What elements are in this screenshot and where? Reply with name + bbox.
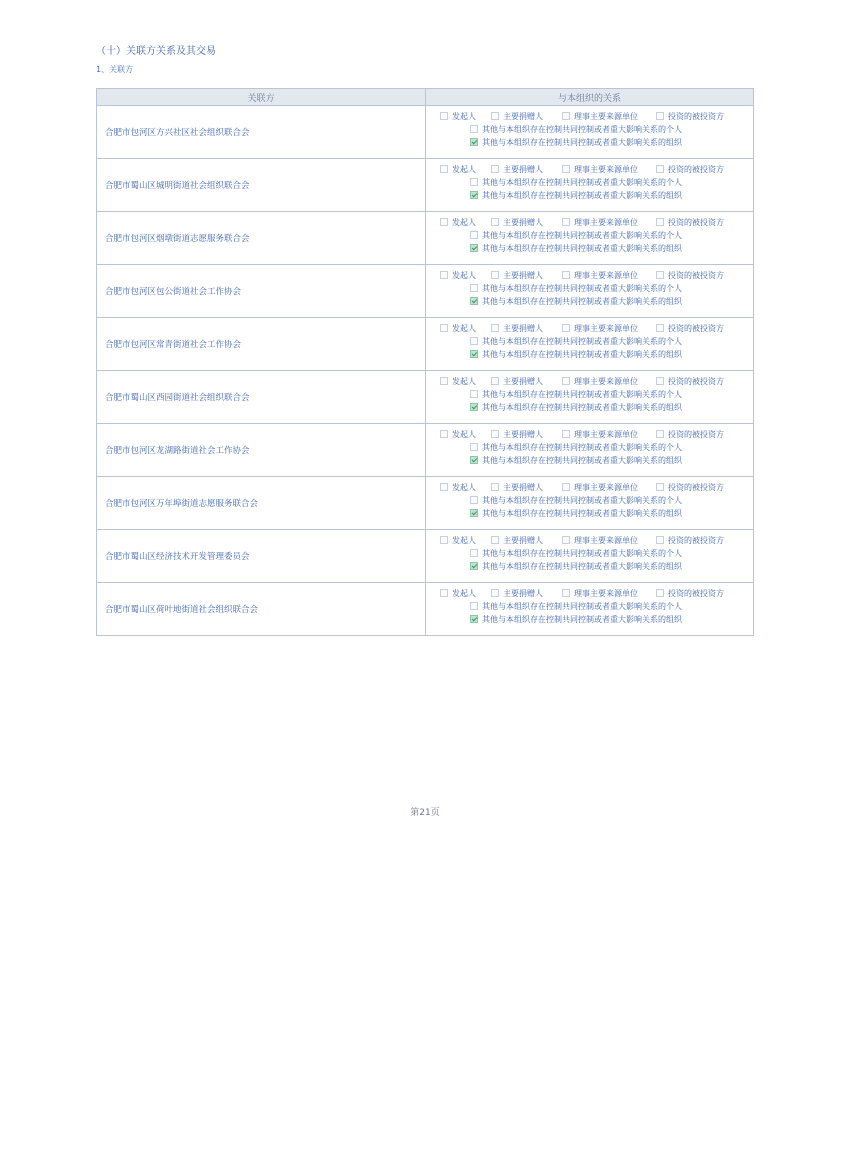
option-founder (440, 324, 476, 334)
checkbox-founder[interactable] (440, 271, 448, 279)
option-founder (440, 430, 476, 440)
checkbox-donor[interactable] (491, 589, 499, 597)
related-party-name: 合肥市包河区方兴社区社会组织联合会 (97, 106, 426, 159)
related-party-name: 合肥市蜀山区荷叶地街道社会组织联合会 (97, 583, 426, 636)
option-director-source (562, 165, 638, 175)
checkbox-label: 主要捐赠人 (503, 589, 543, 598)
table-body (97, 106, 754, 636)
relationship-options (426, 371, 754, 424)
checkbox-other-person[interactable] (470, 549, 478, 557)
checkbox-label: 其他与本组织存在控制共同控制或者重大影响关系的组织 (482, 191, 682, 200)
checkbox-label: 理事主要来源单位 (574, 112, 638, 121)
checkbox-donor[interactable] (491, 271, 499, 279)
option-other-person (470, 284, 682, 294)
checkbox-founder[interactable] (440, 377, 448, 385)
option-director-source (562, 589, 638, 599)
checkbox-label: 发起人 (452, 218, 476, 227)
option-investee (656, 536, 724, 546)
relationship-options (426, 212, 754, 265)
option-donor (491, 430, 543, 440)
checkbox-label: 发起人 (452, 536, 476, 545)
checkbox-founder[interactable] (440, 112, 448, 120)
checkbox-director-source[interactable] (562, 271, 570, 279)
checkbox-label: 主要捐赠人 (503, 483, 543, 492)
option-other-person (470, 178, 682, 188)
related-party-table (96, 88, 754, 636)
checkbox-director-source[interactable] (562, 589, 570, 597)
checkbox-label: 其他与本组织存在控制共同控制或者重大影响关系的组织 (482, 403, 682, 412)
option-founder (440, 218, 476, 228)
checkbox-donor[interactable] (491, 483, 499, 491)
related-party-name: 合肥市蜀山区西园街道社会组织联合会 (97, 371, 426, 424)
option-other-org (470, 456, 682, 466)
option-donor (491, 324, 543, 334)
checkbox-investee[interactable] (656, 483, 664, 491)
checkbox-label: 投资的被投资方 (668, 112, 724, 121)
checkbox-director-source[interactable] (562, 430, 570, 438)
related-party-name: 合肥市包河区包公街道社会工作协会 (97, 265, 426, 318)
checkbox-label: 发起人 (452, 377, 476, 386)
checkbox-label: 主要捐赠人 (503, 112, 543, 121)
checkbox-other-person[interactable] (470, 231, 478, 239)
option-director-source (562, 430, 638, 440)
checkbox-investee[interactable] (656, 430, 664, 438)
checkbox-label: 其他与本组织存在控制共同控制或者重大影响关系的组织 (482, 615, 682, 624)
checkbox-label: 其他与本组织存在控制共同控制或者重大影响关系的个人 (482, 496, 682, 505)
option-donor (491, 218, 543, 228)
option-director-source (562, 112, 638, 122)
checkbox-founder[interactable] (440, 430, 448, 438)
option-investee (656, 218, 724, 228)
checkbox-donor[interactable] (491, 377, 499, 385)
option-founder (440, 377, 476, 387)
checkbox-label: 投资的被投资方 (668, 218, 724, 227)
checkbox-donor[interactable] (491, 430, 499, 438)
checkbox-label: 发起人 (452, 589, 476, 598)
checkbox-other-org[interactable] (470, 244, 478, 252)
checkbox-other-person[interactable] (470, 602, 478, 610)
checkbox-label: 理事主要来源单位 (574, 271, 638, 280)
checkbox-founder[interactable] (440, 483, 448, 491)
checkbox-donor[interactable] (491, 324, 499, 332)
checkbox-label: 其他与本组织存在控制共同控制或者重大影响关系的个人 (482, 443, 682, 452)
checkbox-label: 理事主要来源单位 (574, 165, 638, 174)
checkbox-director-source[interactable] (562, 536, 570, 544)
option-director-source (562, 271, 638, 281)
checkbox-founder[interactable] (440, 536, 448, 544)
option-director-source (562, 483, 638, 493)
checkbox-label: 投资的被投资方 (668, 483, 724, 492)
table-row (97, 106, 754, 159)
option-other-person (470, 231, 682, 241)
checkbox-founder[interactable] (440, 165, 448, 173)
checkbox-donor[interactable] (491, 536, 499, 544)
option-investee (656, 271, 724, 281)
checkbox-label: 投资的被投资方 (668, 589, 724, 598)
option-founder (440, 112, 476, 122)
option-other-person (470, 443, 682, 453)
checkbox-investee[interactable] (656, 218, 664, 226)
checkbox-label: 其他与本组织存在控制共同控制或者重大影响关系的组织 (482, 244, 682, 253)
relationship-options (426, 159, 754, 212)
checkbox-label: 其他与本组织存在控制共同控制或者重大影响关系的个人 (482, 390, 682, 399)
relationship-options (426, 530, 754, 583)
relationship-options (426, 583, 754, 636)
option-other-org (470, 350, 682, 360)
related-party-name: 合肥市包河区龙湖路街道社会工作协会 (97, 424, 426, 477)
checkbox-founder[interactable] (440, 589, 448, 597)
checkbox-other-person[interactable] (470, 496, 478, 504)
table-row (97, 530, 754, 583)
checkbox-label: 发起人 (452, 430, 476, 439)
option-investee (656, 483, 724, 493)
checkbox-founder[interactable] (440, 324, 448, 332)
option-investee (656, 112, 724, 122)
option-director-source (562, 536, 638, 546)
checkbox-other-person[interactable] (470, 337, 478, 345)
checkbox-investee[interactable] (656, 536, 664, 544)
checkbox-label: 主要捐赠人 (503, 218, 543, 227)
option-other-org (470, 615, 682, 625)
option-other-person (470, 337, 682, 347)
checkbox-other-person[interactable] (470, 284, 478, 292)
option-founder (440, 271, 476, 281)
option-director-source (562, 377, 638, 387)
checkbox-label: 投资的被投资方 (668, 165, 724, 174)
checkbox-investee[interactable] (656, 112, 664, 120)
checkbox-other-org[interactable] (470, 138, 478, 146)
checkbox-other-org[interactable] (470, 297, 478, 305)
option-other-org (470, 297, 682, 307)
related-party-name: 合肥市包河区烟墩街道志愿服务联合会 (97, 212, 426, 265)
checkbox-investee[interactable] (656, 271, 664, 279)
option-donor (491, 589, 543, 599)
checkbox-label: 理事主要来源单位 (574, 483, 638, 492)
option-investee (656, 165, 724, 175)
checkbox-label: 主要捐赠人 (503, 271, 543, 280)
checkbox-label: 主要捐赠人 (503, 165, 543, 174)
page-number: 第21页 (410, 808, 440, 818)
relationship-options (426, 477, 754, 530)
option-other-org (470, 191, 682, 201)
option-other-org (470, 403, 682, 413)
checkbox-donor[interactable] (491, 165, 499, 173)
section-subtitle: 1、关联方 (96, 65, 134, 74)
checkbox-investee[interactable] (656, 377, 664, 385)
header-related-party: 关联方 (97, 89, 426, 106)
checkbox-other-org[interactable] (470, 615, 478, 623)
option-other-org (470, 138, 682, 148)
related-party-name: 合肥市蜀山区经济技术开发管理委员会 (97, 530, 426, 583)
checkbox-donor[interactable] (491, 218, 499, 226)
checkbox-label: 理事主要来源单位 (574, 377, 638, 386)
option-donor (491, 165, 543, 175)
checkbox-label: 理事主要来源单位 (574, 218, 638, 227)
option-founder (440, 165, 476, 175)
checkbox-label: 其他与本组织存在控制共同控制或者重大影响关系的个人 (482, 549, 682, 558)
option-donor (491, 536, 543, 546)
table-row (97, 212, 754, 265)
checkbox-investee[interactable] (656, 165, 664, 173)
option-donor (491, 271, 543, 281)
checkbox-other-org[interactable] (470, 562, 478, 570)
option-other-person (470, 125, 682, 135)
table-row (97, 424, 754, 477)
section-title: （十）关联方关系及其交易 (96, 46, 216, 57)
checkbox-other-org[interactable] (470, 509, 478, 517)
option-donor (491, 112, 543, 122)
option-investee (656, 430, 724, 440)
checkbox-label: 理事主要来源单位 (574, 324, 638, 333)
checkbox-label: 投资的被投资方 (668, 536, 724, 545)
checkbox-director-source[interactable] (562, 483, 570, 491)
checkbox-other-org[interactable] (470, 456, 478, 464)
option-other-org (470, 509, 682, 519)
checkbox-label: 主要捐赠人 (503, 430, 543, 439)
checkbox-other-person[interactable] (470, 125, 478, 133)
option-donor (491, 377, 543, 387)
checkbox-label: 主要捐赠人 (503, 536, 543, 545)
checkbox-label: 其他与本组织存在控制共同控制或者重大影响关系的个人 (482, 178, 682, 187)
checkbox-label: 投资的被投资方 (668, 430, 724, 439)
option-other-person (470, 549, 682, 559)
option-founder (440, 536, 476, 546)
checkbox-director-source[interactable] (562, 324, 570, 332)
checkbox-donor[interactable] (491, 112, 499, 120)
table-row (97, 265, 754, 318)
checkbox-label: 其他与本组织存在控制共同控制或者重大影响关系的组织 (482, 350, 682, 359)
checkbox-director-source[interactable] (562, 218, 570, 226)
table-header-row (97, 89, 754, 106)
checkbox-label: 其他与本组织存在控制共同控制或者重大影响关系的组织 (482, 138, 682, 147)
checkbox-other-person[interactable] (470, 178, 478, 186)
checkbox-other-org[interactable] (470, 350, 478, 358)
option-investee (656, 589, 724, 599)
option-other-person (470, 390, 682, 400)
header-relationship: 与本组织的关系 (426, 89, 754, 106)
option-other-person (470, 496, 682, 506)
checkbox-label: 理事主要来源单位 (574, 589, 638, 598)
checkbox-label: 投资的被投资方 (668, 377, 724, 386)
checkbox-label: 发起人 (452, 165, 476, 174)
option-other-person (470, 602, 682, 612)
table-row (97, 477, 754, 530)
checkbox-label: 其他与本组织存在控制共同控制或者重大影响关系的个人 (482, 602, 682, 611)
checkbox-label: 投资的被投资方 (668, 271, 724, 280)
option-investee (656, 377, 724, 387)
checkbox-director-source[interactable] (562, 112, 570, 120)
option-other-org (470, 562, 682, 572)
checkbox-director-source[interactable] (562, 165, 570, 173)
checkbox-label: 发起人 (452, 324, 476, 333)
table-row (97, 371, 754, 424)
checkbox-label: 发起人 (452, 112, 476, 121)
option-donor (491, 483, 543, 493)
checkbox-label: 其他与本组织存在控制共同控制或者重大影响关系的个人 (482, 125, 682, 134)
checkbox-label: 主要捐赠人 (503, 324, 543, 333)
checkbox-other-person[interactable] (470, 390, 478, 398)
checkbox-label: 其他与本组织存在控制共同控制或者重大影响关系的个人 (482, 231, 682, 240)
relationship-options (426, 265, 754, 318)
checkbox-label: 其他与本组织存在控制共同控制或者重大影响关系的个人 (482, 337, 682, 346)
relationship-options (426, 318, 754, 371)
checkbox-label: 主要捐赠人 (503, 377, 543, 386)
option-director-source (562, 324, 638, 334)
checkbox-investee[interactable] (656, 589, 664, 597)
checkbox-label: 其他与本组织存在控制共同控制或者重大影响关系的个人 (482, 284, 682, 293)
checkbox-label: 其他与本组织存在控制共同控制或者重大影响关系的组织 (482, 562, 682, 571)
table-row (97, 583, 754, 636)
option-director-source (562, 218, 638, 228)
checkbox-label: 理事主要来源单位 (574, 430, 638, 439)
table-row (97, 318, 754, 371)
table-row (97, 159, 754, 212)
option-founder (440, 483, 476, 493)
option-other-org (470, 244, 682, 254)
relationship-options (426, 424, 754, 477)
related-party-name: 合肥市包河区常青街道社会工作协会 (97, 318, 426, 371)
checkbox-label: 理事主要来源单位 (574, 536, 638, 545)
related-party-name: 合肥市蜀山区城明街道社会组织联合会 (97, 159, 426, 212)
related-party-name: 合肥市包河区万年埠街道志愿服务联合会 (97, 477, 426, 530)
relationship-options (426, 106, 754, 159)
checkbox-label: 发起人 (452, 271, 476, 280)
checkbox-label: 其他与本组织存在控制共同控制或者重大影响关系的组织 (482, 456, 682, 465)
checkbox-label: 其他与本组织存在控制共同控制或者重大影响关系的组织 (482, 297, 682, 306)
checkbox-investee[interactable] (656, 324, 664, 332)
checkbox-other-person[interactable] (470, 443, 478, 451)
option-founder (440, 589, 476, 599)
checkbox-label: 其他与本组织存在控制共同控制或者重大影响关系的组织 (482, 509, 682, 518)
checkbox-other-org[interactable] (470, 403, 478, 411)
checkbox-label: 投资的被投资方 (668, 324, 724, 333)
option-investee (656, 324, 724, 334)
checkbox-label: 发起人 (452, 483, 476, 492)
checkbox-director-source[interactable] (562, 377, 570, 385)
checkbox-other-org[interactable] (470, 191, 478, 199)
checkbox-founder[interactable] (440, 218, 448, 226)
